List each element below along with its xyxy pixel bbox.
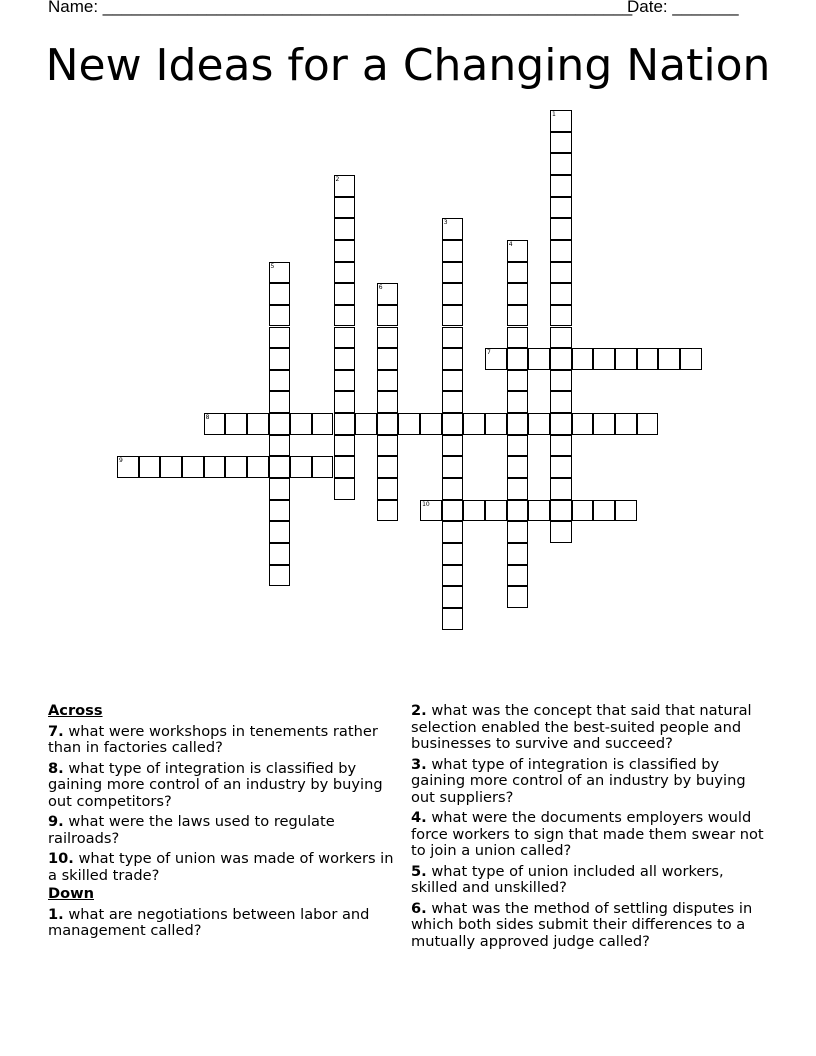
- crossword-cell[interactable]: [550, 435, 572, 457]
- crossword-cell[interactable]: [442, 543, 464, 565]
- clue-number: 7: [487, 349, 491, 357]
- clue-number: 6: [378, 284, 383, 292]
- crossword-cell[interactable]: [550, 110, 572, 132]
- crossword-cell[interactable]: [507, 478, 529, 500]
- crossword-cell[interactable]: [334, 478, 356, 500]
- crossword-cell[interactable]: [269, 327, 291, 349]
- crossword-cell[interactable]: [269, 370, 291, 392]
- crossword-cell[interactable]: [377, 391, 399, 413]
- crossword-cell[interactable]: [334, 456, 356, 478]
- clue-number: 5: [270, 262, 275, 270]
- crossword-cell[interactable]: [550, 391, 572, 413]
- crossword-cell[interactable]: [377, 327, 399, 349]
- crossword-cell[interactable]: [442, 283, 464, 305]
- crossword-cell[interactable]: [442, 348, 464, 370]
- crossword-cell[interactable]: [593, 413, 615, 435]
- clues-column-left: [48, 703, 398, 944]
- crossword-cell[interactable]: [269, 500, 291, 522]
- crossword-cell[interactable]: [269, 543, 291, 565]
- crossword-cell[interactable]: [507, 435, 529, 457]
- crossword-cell[interactable]: [550, 153, 572, 175]
- crossword-cell[interactable]: [334, 240, 356, 262]
- crossword-cell[interactable]: [442, 521, 464, 543]
- crossword-cell[interactable]: [269, 478, 291, 500]
- clue-across-7: 7. what were workshops in tenements rather than in factories called?: [48, 722, 378, 756]
- crossword-cell[interactable]: [334, 305, 356, 327]
- crossword-cell[interactable]: [334, 218, 356, 240]
- clue-down-1: 1. what are negotiations between labor and management called?: [48, 905, 370, 939]
- crossword-cell[interactable]: [550, 327, 572, 349]
- crossword-cell[interactable]: [398, 413, 420, 435]
- clue-number: 2: [335, 175, 340, 183]
- crossword-cell[interactable]: [615, 413, 637, 435]
- clue-number: 3: [443, 219, 448, 227]
- crossword-cell[interactable]: [507, 456, 529, 478]
- crossword-cell[interactable]: [615, 500, 637, 522]
- crossword-cell[interactable]: [442, 327, 464, 349]
- crossword-cell[interactable]: [269, 413, 291, 435]
- crossword-cell[interactable]: [658, 348, 680, 370]
- crossword-cell[interactable]: [334, 435, 356, 457]
- crossword-cell[interactable]: [507, 391, 529, 413]
- crossword-cell[interactable]: [593, 500, 615, 522]
- clue-down-4: 4. what were the documents employers would force workers to sign that made them swear not to join a union called?: [411, 809, 764, 859]
- clue-down-6: 6. what was the method of settling disputes in which both sides submit their differences to a mutually approved judge called?: [411, 899, 753, 950]
- crossword-cell[interactable]: [507, 521, 529, 543]
- clue-number: 10: [422, 500, 430, 508]
- crossword-cell[interactable]: [593, 348, 615, 370]
- crossword-cell[interactable]: [377, 478, 399, 500]
- crossword-cell[interactable]: [550, 175, 572, 197]
- crossword-cell[interactable]: [637, 348, 659, 370]
- crossword-cell[interactable]: [463, 413, 485, 435]
- crossword-cell[interactable]: [442, 456, 464, 478]
- crossword-cell[interactable]: [680, 348, 702, 370]
- crossword-cell[interactable]: [204, 413, 226, 435]
- clue-number: 1: [552, 111, 556, 118]
- crossword-cell[interactable]: [442, 218, 464, 240]
- crossword-cell[interactable]: [269, 435, 291, 457]
- crossword-cell[interactable]: [334, 391, 356, 413]
- crossword-cell[interactable]: [334, 348, 356, 370]
- crossword-cell[interactable]: [247, 456, 269, 478]
- crossword-cell[interactable]: [269, 456, 291, 478]
- crossword-cell[interactable]: [550, 283, 572, 305]
- crossword-cell[interactable]: [269, 565, 291, 587]
- crossword-cell[interactable]: [550, 197, 572, 219]
- crossword-cell[interactable]: [442, 478, 464, 500]
- crossword-cell[interactable]: [225, 456, 247, 478]
- date-field[interactable]: Date: _______: [627, 0, 739, 16]
- crossword-cell[interactable]: [334, 197, 356, 219]
- crossword-cell[interactable]: [377, 348, 399, 370]
- crossword-cell[interactable]: [637, 413, 659, 435]
- crossword-cell[interactable]: [442, 391, 464, 413]
- crossword-cell[interactable]: [204, 456, 226, 478]
- clue-number: 9: [119, 457, 123, 465]
- crossword-cell[interactable]: [377, 370, 399, 392]
- crossword-cell[interactable]: [290, 456, 312, 478]
- crossword-cell[interactable]: [442, 262, 464, 284]
- crossword-cell[interactable]: [420, 413, 442, 435]
- crossword-cell[interactable]: [355, 413, 377, 435]
- crossword-cell[interactable]: [420, 500, 442, 522]
- clue-number: 4: [508, 240, 513, 248]
- crossword-cell[interactable]: [334, 327, 356, 349]
- crossword-cell[interactable]: [550, 413, 572, 435]
- crossword-cell[interactable]: [269, 521, 291, 543]
- crossword-cell[interactable]: [334, 262, 356, 284]
- crossword-cell[interactable]: [442, 370, 464, 392]
- clue-down-2: 2. what was the concept that said that natural selection enabled the best-suited people and businesses to survive and succeed?: [411, 702, 752, 752]
- crossword-cell[interactable]: [377, 305, 399, 327]
- crossword-cell[interactable]: [572, 348, 594, 370]
- crossword-cell[interactable]: [463, 500, 485, 522]
- crossword-cell[interactable]: [507, 262, 529, 284]
- crossword-cell[interactable]: [334, 370, 356, 392]
- crossword-cell[interactable]: [507, 305, 529, 327]
- crossword-cell[interactable]: [550, 500, 572, 522]
- down-heading: Down: [48, 885, 95, 902]
- crossword-cell[interactable]: [225, 413, 247, 435]
- crossword-cell[interactable]: [312, 413, 334, 435]
- crossword-cell[interactable]: [442, 435, 464, 457]
- crossword-cell[interactable]: [550, 478, 572, 500]
- crossword-cell[interactable]: [507, 500, 529, 522]
- crossword-cell[interactable]: [442, 608, 464, 630]
- crossword-cell[interactable]: [442, 305, 464, 327]
- clue-down-5: 5. what type of union included all workers, skilled and unskilled?: [411, 862, 724, 896]
- crossword-cell[interactable]: [269, 305, 291, 327]
- crossword-cell[interactable]: [269, 348, 291, 370]
- crossword-cell[interactable]: [312, 456, 334, 478]
- crossword-cell[interactable]: [485, 348, 507, 370]
- name-field[interactable]: Name: ________________________________________________________: [48, 0, 633, 16]
- crossword-cell[interactable]: [334, 175, 356, 197]
- crossword-cell[interactable]: [550, 262, 572, 284]
- crossword-cell[interactable]: [485, 500, 507, 522]
- crossword-cell[interactable]: [550, 348, 572, 370]
- crossword-cell[interactable]: [247, 413, 269, 435]
- crossword-cell[interactable]: [507, 283, 529, 305]
- crossword-cell[interactable]: [572, 413, 594, 435]
- crossword-cell[interactable]: [377, 456, 399, 478]
- crossword-cell[interactable]: [269, 262, 291, 284]
- crossword-cell[interactable]: [334, 413, 356, 435]
- crossword-cell[interactable]: [507, 413, 529, 435]
- clue-across-8: 8. what type of integration is classified by gaining more control of an industry by buying out competitors?: [48, 759, 383, 810]
- clue-down-3: 3. what type of integration is classified by gaining more control of an industry by buying out suppliers?: [411, 755, 746, 806]
- crossword-cell[interactable]: [377, 500, 399, 522]
- crossword-cell[interactable]: [269, 391, 291, 413]
- clue-across-10: 10. what type of union was made of workers in a skilled trade?: [48, 850, 394, 884]
- crossword-cell[interactable]: [528, 500, 550, 522]
- crossword-cell[interactable]: [507, 565, 529, 587]
- crossword-cell[interactable]: [528, 413, 550, 435]
- crossword-cell[interactable]: [442, 586, 464, 608]
- crossword-cell[interactable]: [377, 413, 399, 435]
- crossword-cell[interactable]: [182, 456, 204, 478]
- crossword-cell[interactable]: [615, 348, 637, 370]
- crossword-cell[interactable]: [160, 456, 182, 478]
- crossword-cell[interactable]: [507, 586, 529, 608]
- crossword-cell[interactable]: [139, 456, 161, 478]
- clues-column-right: [411, 703, 771, 954]
- crossword-cell[interactable]: [442, 413, 464, 435]
- crossword-cell[interactable]: [507, 370, 529, 392]
- crossword-cell[interactable]: [377, 283, 399, 305]
- crossword-cell[interactable]: [507, 348, 529, 370]
- crossword-cell[interactable]: [334, 283, 356, 305]
- across-heading: Across: [48, 702, 103, 719]
- clue-across-9: 9. what were the laws used to regulate railroads?: [48, 813, 335, 847]
- crossword-cell[interactable]: [442, 240, 464, 262]
- crossword-cell[interactable]: [572, 500, 594, 522]
- page-title: New Ideas for a Changing Nation: [45, 40, 771, 91]
- crossword-cell[interactable]: [550, 240, 572, 262]
- crossword-cell[interactable]: [528, 348, 550, 370]
- crossword-cell[interactable]: [550, 218, 572, 240]
- crossword-cell[interactable]: [269, 283, 291, 305]
- clue-number: 8: [205, 414, 210, 422]
- crossword-cell[interactable]: [507, 543, 529, 565]
- crossword-cell[interactable]: [485, 413, 507, 435]
- crossword-cell[interactable]: [550, 132, 572, 154]
- crossword-cell[interactable]: [290, 413, 312, 435]
- crossword-cell[interactable]: [507, 240, 529, 262]
- crossword-cell[interactable]: [442, 500, 464, 522]
- crossword-cell[interactable]: [117, 456, 139, 478]
- crossword-cell[interactable]: [550, 456, 572, 478]
- crossword-cell[interactable]: [550, 370, 572, 392]
- crossword-cell[interactable]: [442, 565, 464, 587]
- crossword-cell[interactable]: [550, 305, 572, 327]
- crossword-cell[interactable]: [507, 327, 529, 349]
- crossword-cell[interactable]: [550, 521, 572, 543]
- crossword-cell[interactable]: [377, 435, 399, 457]
